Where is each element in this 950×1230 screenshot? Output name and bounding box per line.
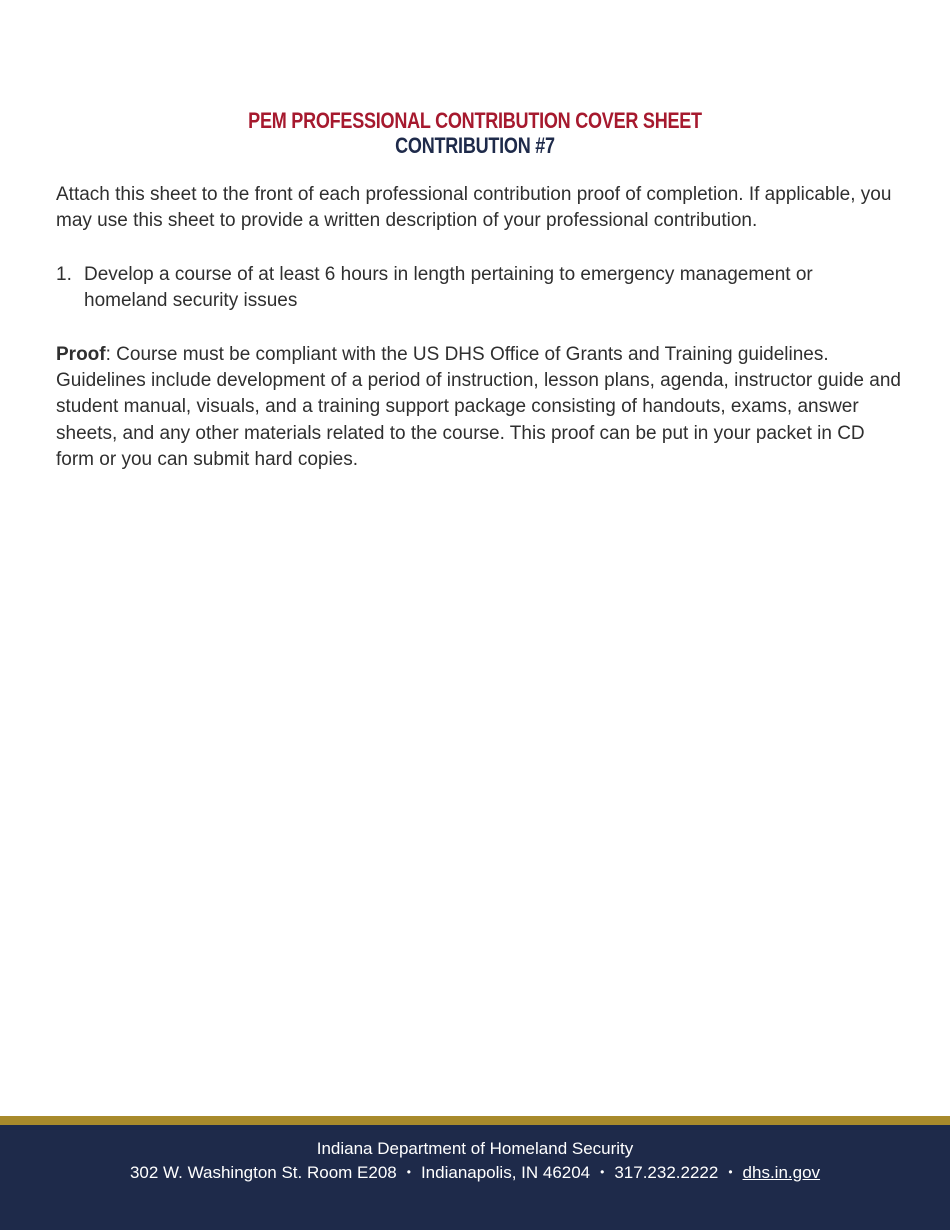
list-item xyxy=(56,262,901,315)
proof-paragraph xyxy=(56,342,901,474)
footer-divider xyxy=(0,1116,950,1125)
footer-contact-line xyxy=(0,1160,950,1185)
proof-label: Proof xyxy=(56,343,106,365)
footer-phone: 317.232.2222 xyxy=(614,1163,719,1182)
bullet-separator-icon: • xyxy=(406,1165,411,1179)
footer-organization: Indiana Department of Homeland Security xyxy=(316,1139,634,1158)
list-item-number: 1. xyxy=(56,263,72,285)
page-header xyxy=(0,108,950,158)
page-subtitle: CONTRIBUTION #7 xyxy=(395,133,555,158)
document-body xyxy=(56,182,901,474)
bullet-separator-icon: • xyxy=(600,1165,605,1179)
intro-paragraph: Attach this sheet to the front of each professional contribution proof of completion. If applicable, you may use this sheet to provide a written description of your professional contribution. xyxy=(56,184,892,232)
proof-text: : Course must be compliant with the US DHS Office of Grants and Training guidelines. Guidelines include development of a period of instruction, lesson plans, agenda, instructor guide and student manual, visuals, and a training support package consisting of handouts, exams, answer sheets, and any other materials related to the course. This proof can be put in your packet in CD form or you can submit hard copies. xyxy=(56,343,901,471)
footer-city: Indianapolis, IN 46204 xyxy=(420,1163,591,1182)
bullet-separator-icon: • xyxy=(728,1165,733,1179)
contribution-list xyxy=(56,262,901,315)
footer-website-link[interactable]: dhs.in.gov xyxy=(742,1163,821,1182)
footer xyxy=(0,1125,950,1230)
list-item-text: Develop a course of at least 6 hours in length pertaining to emergency management or homeland security issues xyxy=(84,263,813,312)
footer-address: 302 W. Washington St. Room E208 xyxy=(129,1163,397,1182)
page-title: PEM PROFESSIONAL CONTRIBUTION COVER SHEET xyxy=(248,108,702,133)
